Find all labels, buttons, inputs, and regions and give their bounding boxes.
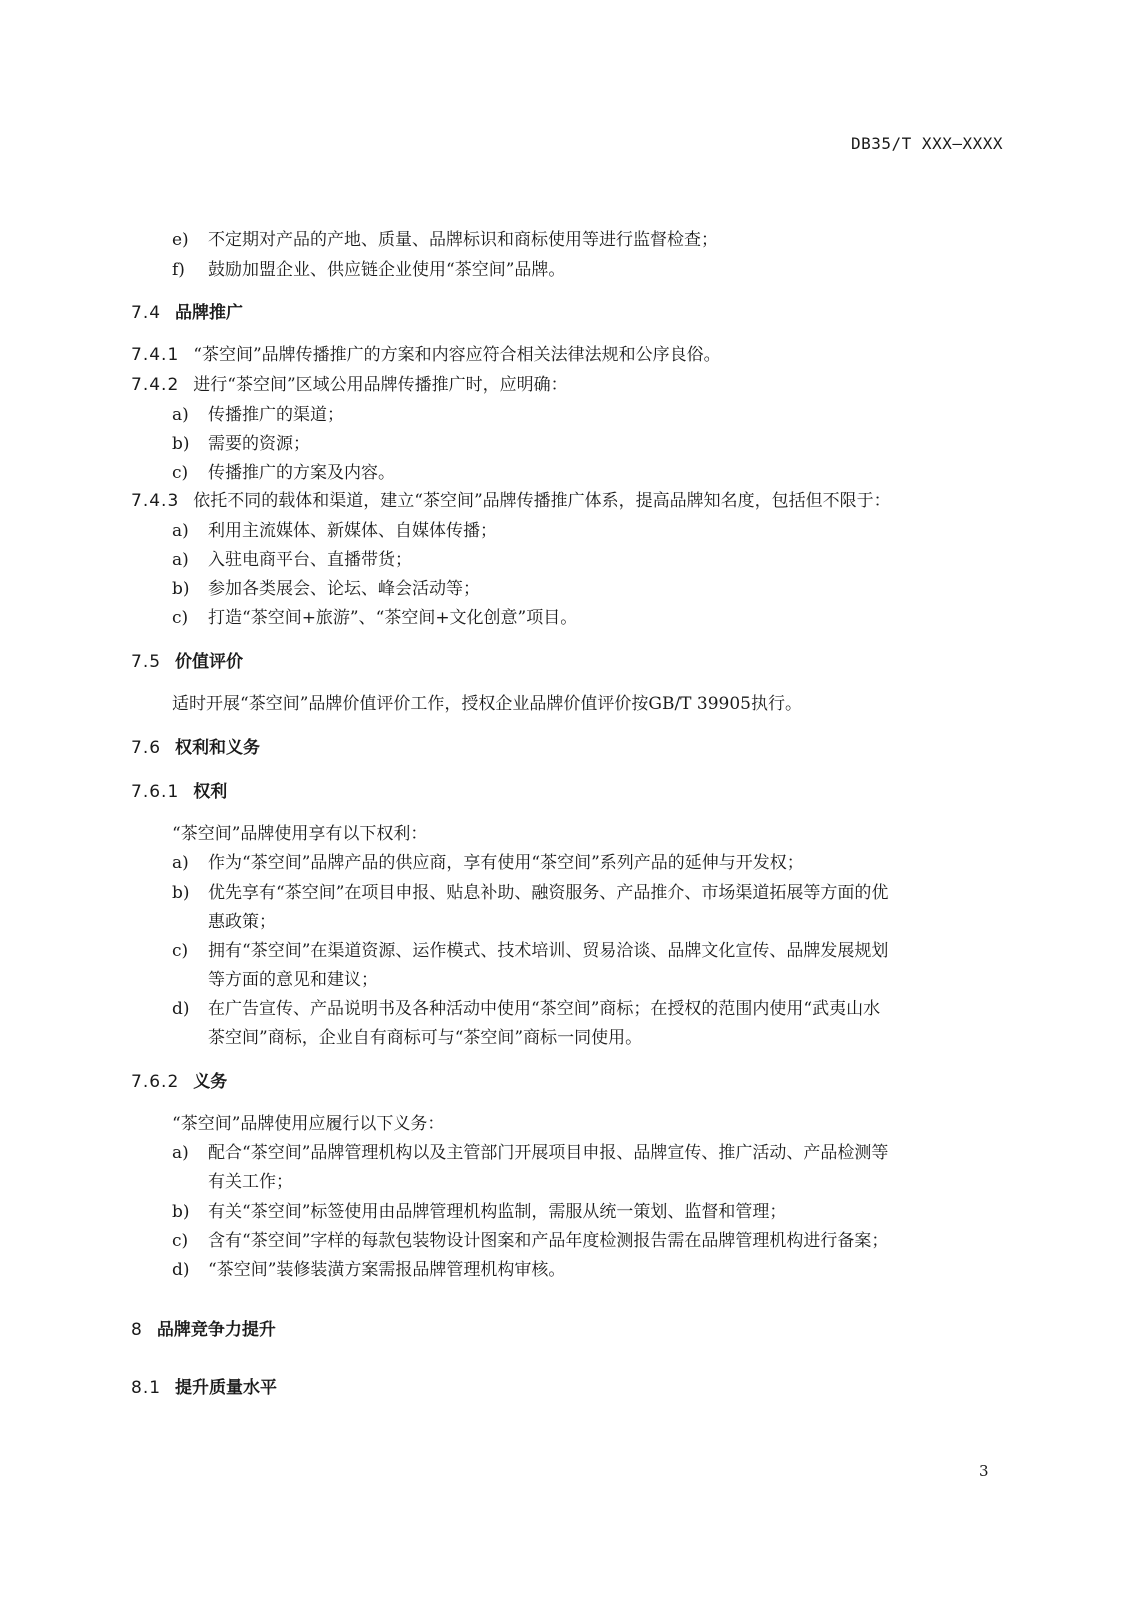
section-heading-8: 8 品牌竞争力提升 (131, 1320, 276, 1340)
list-item: a) 配合“茶空间”品牌管理机构以及主管部门开展项目申报、品牌宣传、推广活动、产品检测等 (172, 1143, 889, 1163)
list-item: d) 在广告宣传、产品说明书及各种活动中使用“茶空间”商标；在授权的范围内使用“武夷山水 (172, 999, 881, 1019)
list-item-continuation: 茶空间”商标，企业自有商标可与“茶空间”商标一同使用。 (208, 1028, 643, 1048)
paragraph: “茶空间”品牌使用享有以下权利： (172, 824, 428, 844)
section-heading-7-6-1: 7.6.1 权利 (131, 782, 228, 802)
section-heading-7-5: 7.5 价值评价 (131, 652, 244, 672)
list-item: b) 需要的资源； (172, 434, 310, 454)
list-item: b) 有关“茶空间”标签使用由品牌管理机构监制，需服从统一策划、监督和管理； (172, 1202, 787, 1222)
list-item: c) 打造“茶空间+旅游”、“茶空间+文化创意”项目。 (172, 608, 578, 628)
section-heading-7-6: 7.6 权利和义务 (131, 738, 261, 758)
section-heading-7-6-2: 7.6.2 义务 (131, 1072, 228, 1092)
list-item: a) 利用主流媒体、新媒体、自媒体传播； (172, 521, 497, 541)
list-item: c) 拥有“茶空间”在渠道资源、运作模式、技术培训、贸易洽谈、品牌文化宣传、品牌发展规划 (172, 941, 889, 961)
list-item: a) 作为“茶空间”品牌产品的供应商，享有使用“茶空间”系列产品的延伸与开发权； (172, 853, 804, 873)
list-item: a) 入驻电商平台、直播带货； (172, 550, 412, 570)
list-item: c) 传播推广的方案及内容。 (172, 463, 395, 483)
list-item: e) 不定期对产品的产地、质量、品牌标识和商标使用等进行监督检查； (172, 230, 718, 250)
clause-7-4-3: 7.4.3 依托不同的载体和渠道，建立“茶空间”品牌传播推广体系，提高品牌知名度，包括但不限于： (131, 491, 891, 511)
list-item: b) 优先享有“茶空间”在项目申报、贴息补助、融资服务、产品推介、市场渠道拓展等方面的优 (172, 883, 889, 903)
document-code: DB35/T XXX—XXXX (851, 134, 1003, 153)
list-item: f) 鼓励加盟企业、供应链企业使用“茶空间”品牌。 (172, 260, 566, 280)
list-item: a) 传播推广的渠道； (172, 405, 344, 425)
section-heading-7-4: 7.4 品牌推广 (131, 303, 244, 323)
list-item: d) “茶空间”装修装潢方案需报品牌管理机构审核。 (172, 1260, 566, 1280)
page-number: 3 (979, 1462, 989, 1480)
paragraph: “茶空间”品牌使用应履行以下义务： (172, 1114, 445, 1134)
list-item-continuation: 等方面的意见和建议； (208, 970, 378, 990)
list-item: b) 参加各类展会、论坛、峰会活动等； (172, 579, 480, 599)
list-item-continuation: 惠政策； (208, 912, 276, 932)
list-item-continuation: 有关工作； (208, 1172, 293, 1192)
clause-7-4-1: 7.4.1 “茶空间”品牌传播推广的方案和内容应符合相关法律法规和公序良俗。 (131, 345, 721, 365)
paragraph: 适时开展“茶空间”品牌价值评价工作，授权企业品牌价值评价按GB/T 39905执行。 (172, 694, 803, 714)
clause-7-4-2: 7.4.2 进行“茶空间”区域公用品牌传播推广时，应明确： (131, 375, 568, 395)
list-item: c) 含有“茶空间”字样的每款包装物设计图案和产品年度检测报告需在品牌管理机构进行备案； (172, 1231, 889, 1251)
section-heading-8-1: 8.1 提升质量水平 (131, 1378, 278, 1398)
